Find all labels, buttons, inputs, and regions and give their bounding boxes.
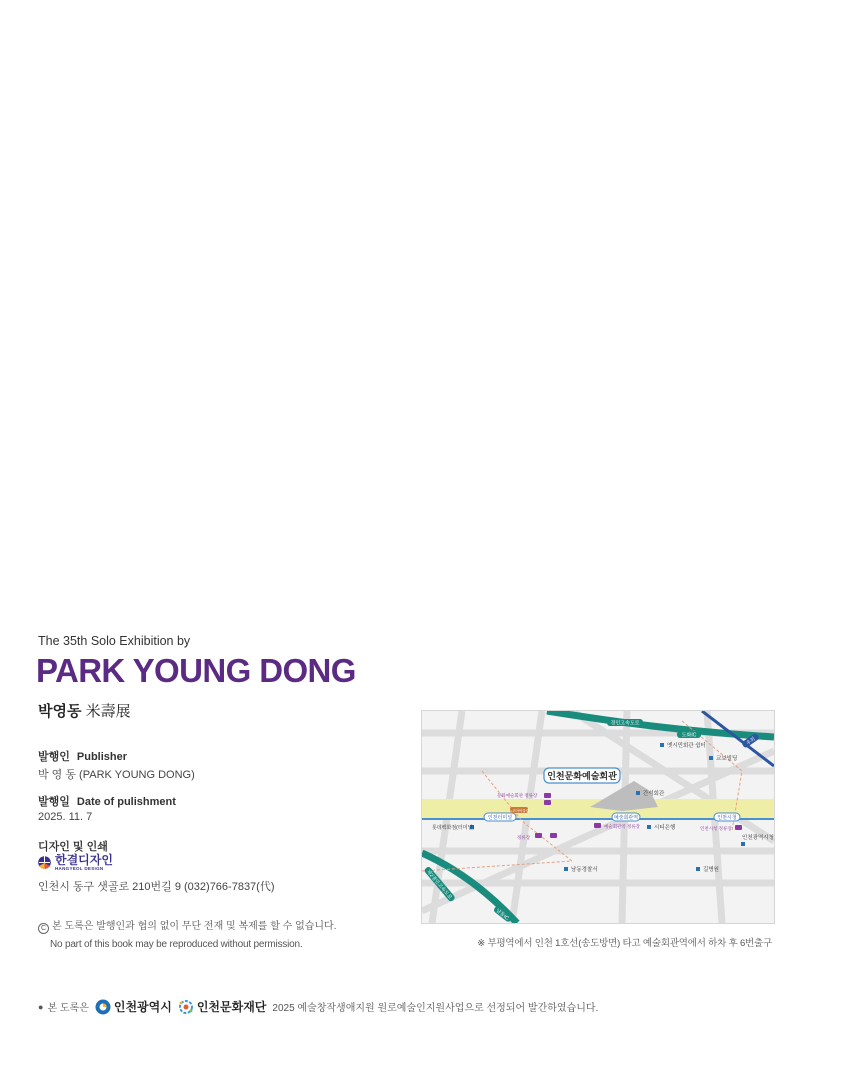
map-road-label: 남동IC [494, 907, 510, 922]
map-main-label: 인천문화예술회관 [547, 771, 617, 781]
publisher-label-en: Publisher [76, 751, 128, 763]
copyright-en: No part of this book may be reproduced without permission. [50, 939, 303, 950]
footer-prefix: 본 도록은 [47, 1003, 89, 1014]
map-road-label: 제2경인고속도로 [424, 868, 453, 901]
date-value: 2025. 11. 7 [38, 811, 93, 823]
map-road-label: 경인고속도로 [610, 720, 640, 727]
sponsor-incheon-foundation-name: 인천문화재단 [196, 1000, 267, 1014]
sponsor-incheon-foundation [178, 998, 267, 1015]
map-place-label: 뉴코아아울렛 [508, 809, 530, 813]
map-directions-note: ※ 부평역에서 인천 1호선(송도방면) 타고 예술회관역에서 하차 후 6번출구 [477, 938, 772, 949]
sponsor-incheon-city [95, 998, 172, 1015]
map-road-label: 도화IC [681, 732, 697, 739]
map-place-label: 교보빌딩 [716, 756, 738, 762]
map-place-label: 남동경찰서 [571, 867, 598, 873]
publisher-label-kr: 발행인 [38, 751, 70, 763]
bus-stop-label: 인천시청 정류장 [700, 826, 732, 831]
map-place-label: 롯데백화점(터미널) [432, 825, 474, 831]
map-place-label: 인천광역시청 [742, 835, 774, 841]
korean-title [38, 700, 131, 721]
map-station-label: 인천시청 [717, 815, 737, 821]
map-place-label: 시티은행 [654, 825, 676, 831]
location-map [421, 710, 775, 924]
incheon-foundation-logo-icon [178, 999, 194, 1015]
korean-exhibition-name: 米壽展 [85, 703, 131, 720]
map-place-label: 옛시민회관 쉼터 [667, 743, 706, 749]
design-label: 디자인 및 인쇄 [38, 841, 108, 853]
sponsor-incheon-city-name: 인천광역시 [113, 1000, 172, 1014]
date-label [38, 793, 176, 809]
bus-stop-label: 문화예술회관 정류장 [497, 793, 538, 798]
incheon-city-logo-icon [95, 999, 111, 1015]
design-address: 인천시 동구 샛골로 210번길 9 (032)766-7837(代) [38, 881, 275, 893]
date-label-en: Date of pulishment [76, 796, 176, 808]
artist-title: PARK YOUNG DONG [36, 652, 356, 689]
hangyeol-logo-icon [38, 854, 51, 871]
footer-text: 2025 예술창작생애지원 원로예술인지원사업으로 선정되어 발간하였습니다. [272, 1003, 599, 1014]
publisher-label [38, 748, 127, 764]
map-road-label: 우회 [745, 736, 757, 747]
bullet-icon: ● [38, 1001, 44, 1012]
design-logo-kr: 한결디자인 [55, 853, 113, 867]
exhibition-subtitle: The 35th Solo Exhibition by [38, 634, 191, 648]
date-label-kr: 발행일 [38, 796, 70, 808]
korean-artist-name: 박영동 [38, 703, 82, 720]
map-station-label: 예술회관역 [613, 815, 639, 821]
design-logo-en: HANGYEOL DESIGN [55, 866, 104, 871]
sponsor-footer [38, 998, 598, 1015]
design-company-logo [38, 854, 113, 872]
map-station-label: 인천터미널 [487, 815, 513, 821]
bus-stop-label: 예술회관역 정류장 [604, 824, 641, 829]
publisher-value: 박 영 동 (PARK YOUNG DONG) [38, 769, 195, 781]
bus-stop-label: 정류장 [517, 835, 531, 840]
copyright-notice [38, 918, 337, 954]
copyright-icon: C [38, 923, 49, 934]
copyright-kr: 본 도록은 발행인과 협의 없이 무단 전재 및 복제를 할 수 없습니다. [52, 921, 337, 932]
map-place-label: 길병원 [703, 867, 719, 873]
map-place-label: 간석회관 [643, 791, 665, 797]
